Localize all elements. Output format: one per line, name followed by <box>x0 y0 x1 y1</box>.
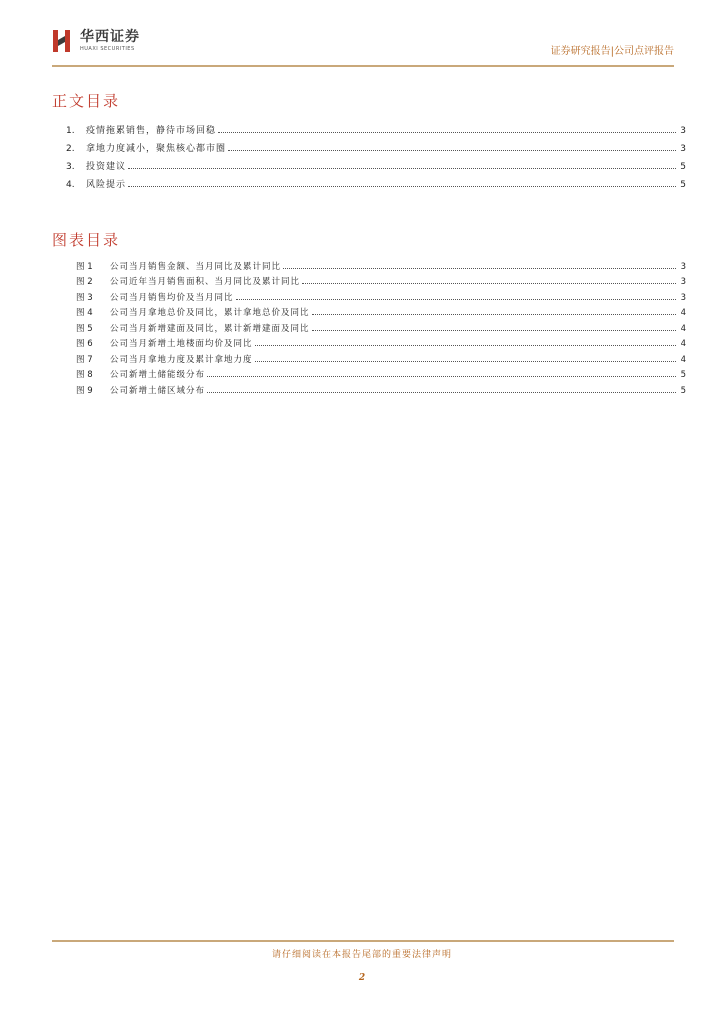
figure-item[interactable] <box>76 287 686 303</box>
toc-item-label[interactable]: 投资建议 <box>86 162 127 172</box>
figure-leader-dots <box>283 267 676 269</box>
figure-item[interactable] <box>76 318 686 334</box>
toc-item-number: 2. <box>66 144 75 154</box>
figure-item-page: 5 <box>680 370 686 380</box>
toc-item-page: 5 <box>680 162 686 172</box>
toc-item-number: 3. <box>66 162 75 172</box>
page-number: 2 <box>358 973 366 983</box>
logo-english-name: HUAXI SECURITIES <box>80 46 135 52</box>
legal-notice: 请仔细阅读在本报告尾部的重要法律声明 <box>271 950 452 960</box>
figure-item-label[interactable]: 公司近年当月销售面积、当月同比及累计同比 <box>110 277 301 287</box>
figure-item-page: 4 <box>680 323 686 334</box>
figure-item-label[interactable]: 公司当月拿地力度及累计拿地力度 <box>110 354 253 365</box>
toc-leader-dots <box>228 149 676 151</box>
figure-leader-dots <box>236 298 676 300</box>
figure-item[interactable] <box>76 380 686 396</box>
figure-leader-dots <box>255 344 676 346</box>
figure-item-label[interactable]: 公司当月新增土地楼面均价及同比 <box>110 339 253 349</box>
toc-leader-dots <box>218 131 676 133</box>
report-type-label: 证券研究报告|公司点评报告 <box>550 46 674 57</box>
toc-leader-dots <box>128 167 676 169</box>
huaxi-logo-icon <box>52 28 74 54</box>
toc-item-label[interactable]: 风险提示 <box>86 180 127 190</box>
figure-item-label[interactable]: 公司新增土储区域分布 <box>110 385 206 396</box>
figures-list <box>76 256 686 396</box>
figure-item-page: 3 <box>680 292 686 303</box>
toc-item-label[interactable]: 疫情拖累销售，静待市场回稳 <box>86 126 217 136</box>
figure-leader-dots <box>312 329 676 331</box>
figure-item[interactable] <box>76 272 686 288</box>
figures-title: 图表目录 <box>52 231 121 249</box>
figure-item-page: 3 <box>680 277 686 287</box>
figure-item-page: 3 <box>680 261 686 272</box>
logo-chinese-name: 华西证券 <box>80 29 140 45</box>
figure-item-number: 图 6 <box>76 339 93 349</box>
page-header <box>52 28 674 66</box>
header-divider <box>52 65 674 67</box>
company-logo <box>52 28 140 54</box>
figure-item-label[interactable]: 公司新增土储能级分布 <box>110 370 206 380</box>
toc-item-label[interactable]: 拿地力度减小，聚焦核心都市圈 <box>86 144 227 154</box>
toc-item[interactable] <box>66 172 686 190</box>
figure-leader-dots <box>207 375 676 377</box>
toc-item-page: 5 <box>680 180 686 190</box>
figure-item-number: 图 4 <box>76 308 93 318</box>
figure-item-page: 4 <box>680 308 686 318</box>
figure-item-label[interactable]: 公司当月销售均价及当月同比 <box>110 292 234 303</box>
figure-item[interactable] <box>76 365 686 381</box>
figure-item-number: 图 8 <box>76 370 93 380</box>
toc-item-page: 3 <box>680 126 686 136</box>
figure-leader-dots <box>312 313 676 315</box>
figure-item[interactable] <box>76 349 686 365</box>
figure-item-page: 5 <box>680 385 686 396</box>
figure-leader-dots <box>302 282 676 284</box>
figure-item-number: 图 2 <box>76 277 93 287</box>
figure-item-page: 4 <box>680 339 686 349</box>
toc-item-number: 4. <box>66 180 75 190</box>
figure-item-number: 图 3 <box>76 292 93 303</box>
figure-item-label[interactable]: 公司当月新增建面及同比，累计新增建面及同比 <box>110 323 310 334</box>
toc-title: 正文目录 <box>52 92 121 110</box>
figure-leader-dots <box>255 360 676 362</box>
toc-item[interactable] <box>66 118 686 136</box>
toc-item[interactable] <box>66 154 686 172</box>
figure-item-page: 4 <box>680 354 686 365</box>
figure-item[interactable] <box>76 256 686 272</box>
figure-item-number: 图 9 <box>76 385 93 396</box>
toc-item-number: 1. <box>66 126 75 136</box>
figure-leader-dots <box>207 391 676 393</box>
figure-item[interactable] <box>76 303 686 319</box>
toc-leader-dots <box>128 185 676 187</box>
figure-item-number: 图 5 <box>76 323 93 334</box>
figure-item[interactable] <box>76 334 686 350</box>
toc-list <box>66 118 686 190</box>
figure-item-label[interactable]: 公司当月拿地总价及同比，累计拿地总价及同比 <box>110 308 310 318</box>
figure-item-number: 图 1 <box>76 261 93 272</box>
footer-divider <box>52 940 674 942</box>
figure-item-label[interactable]: 公司当月销售金额、当月同比及累计同比 <box>110 261 282 272</box>
toc-item[interactable] <box>66 136 686 154</box>
figure-item-number: 图 7 <box>76 354 93 365</box>
toc-item-page: 3 <box>680 144 686 154</box>
